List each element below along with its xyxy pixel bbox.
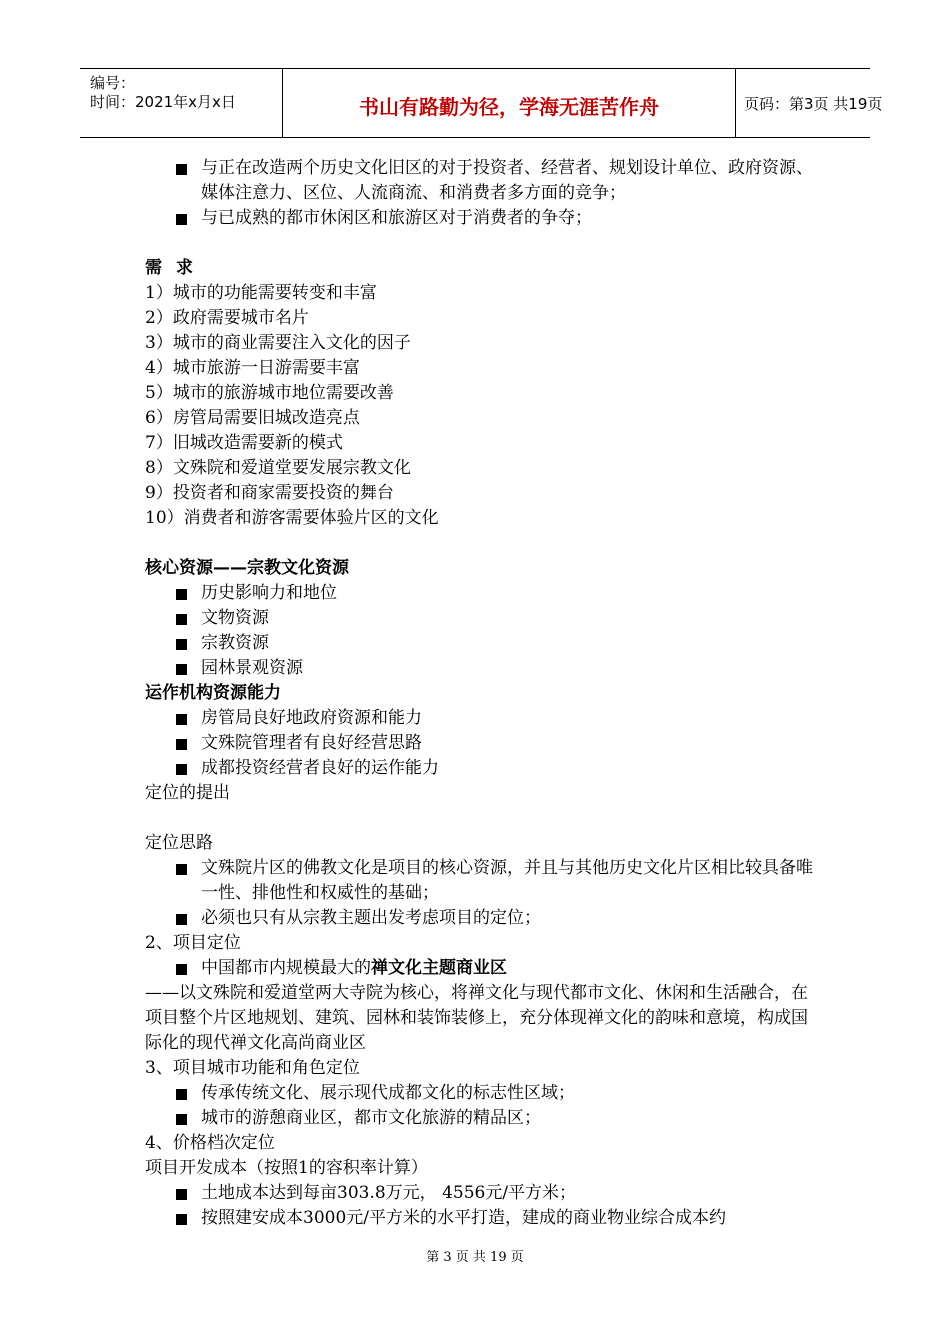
list-item: 历史影响力和地位 [145, 581, 815, 606]
square-bullet-icon [176, 914, 187, 925]
list-item: 与已成熟的都市休闲区和旅游区对于消费者的争夺； [145, 206, 815, 231]
document-body [145, 156, 815, 1231]
page-footer: 第 3 页 共 19 页 [426, 1250, 524, 1265]
org-capability-title: 运作机构资源能力 [145, 683, 281, 703]
list-item: 与正在改造两个历史文化旧区的对于投资者、经营者、规划设计单位、政府资源、媒体注意力、区位、人流商流、和消费者多方面的竞争； [145, 156, 815, 206]
square-bullet-icon [176, 614, 187, 625]
project-positioning-highlight: 禅文化主题商业区 [371, 958, 507, 978]
demand-item: 7）旧城改造需要新的模式 [145, 433, 343, 453]
list-item: 文物资源 [145, 606, 815, 631]
positioning-thinking-title: 定位思路 [145, 833, 213, 853]
demand-item: 4）城市旅游一日游需要丰富 [145, 358, 360, 378]
list-item: 中国都市内规模最大的禅文化主题商业区 [145, 956, 815, 981]
square-bullet-icon [176, 664, 187, 675]
header-center-cell [283, 69, 736, 137]
list-item: 土地成本达到每亩303.8万元， 4556元/平方米； [145, 1181, 815, 1206]
square-bullet-icon [176, 589, 187, 600]
list-item: 文殊院管理者有良好经营思路 [145, 731, 815, 756]
list-item: 成都投资经营者良好的运作能力 [145, 756, 815, 781]
header-left-cell [80, 69, 283, 137]
project-positioning-title: 2、项目定位 [145, 933, 241, 953]
number-label: 编号： [90, 74, 136, 92]
list-item: 传承传统文化、展示现代成都文化的标志性区域； [145, 1081, 815, 1106]
city-role-title: 3、项目城市功能和角色定位 [145, 1058, 360, 1078]
square-bullet-icon [176, 1214, 187, 1225]
square-bullet-icon [176, 1114, 187, 1125]
demand-title: 需求 [145, 258, 207, 278]
square-bullet-icon [176, 864, 187, 875]
core-resources-title: 核心资源——宗教文化资源 [145, 558, 349, 578]
cost-title: 项目开发成本（按照1的容积率计算） [145, 1158, 428, 1178]
demand-item: 2）政府需要城市名片 [145, 308, 309, 328]
date-label: 时间：2021年x月x日 [90, 93, 236, 111]
project-description: ——以文殊院和爱道堂两大寺院为核心，将禅文化与现代都市文化、休闲和生活融合，在项目整个片区地规划、建筑、园林和装饰装修上，充分体现禅文化的韵味和意境，构成国际化的现代禅文化高尚商业区 [145, 983, 808, 1053]
header-right-cell [736, 69, 883, 137]
square-bullet-icon [176, 714, 187, 725]
list-item: 宗教资源 [145, 631, 815, 656]
demand-item: 9）投资者和商家需要投资的舞台 [145, 483, 394, 503]
list-item: 园林景观资源 [145, 656, 815, 681]
list-item: 必须也只有从宗教主题出发考虑项目的定位； [145, 906, 815, 931]
list-item: 文殊院片区的佛教文化是项目的核心资源，并且与其他历史文化片区相比较具备唯一性、排他性和权威性的基础； [145, 856, 815, 906]
square-bullet-icon [176, 1189, 187, 1200]
demand-item: 8）文殊院和爱道堂要发展宗教文化 [145, 458, 411, 478]
demand-item: 3）城市的商业需要注入文化的因子 [145, 333, 411, 353]
square-bullet-icon [176, 164, 187, 175]
price-title: 4、价格档次定位 [145, 1133, 275, 1153]
demand-item: 1）城市的功能需要转变和丰富 [145, 283, 377, 303]
list-item: 城市的游憩商业区，都市文化旅游的精品区； [145, 1106, 815, 1131]
square-bullet-icon [176, 214, 187, 225]
list-item: 房管局良好地政府资源和能力 [145, 706, 815, 731]
demand-item: 5）城市的旅游城市地位需要改善 [145, 383, 394, 403]
square-bullet-icon [176, 964, 187, 975]
motto: 书山有路勤为径，学海无涯苦作舟 [359, 95, 659, 119]
square-bullet-icon [176, 639, 187, 650]
square-bullet-icon [176, 1089, 187, 1100]
demand-item: 6）房管局需要旧城改造亮点 [145, 408, 360, 428]
page-header [80, 68, 883, 138]
square-bullet-icon [176, 739, 187, 750]
positioning-heading: 定位的提出 [145, 783, 230, 803]
page-info: 页码：第3页 共19页 [744, 95, 883, 113]
list-item: 按照建安成本3000元/平方米的水平打造，建成的商业物业综合成本约 [145, 1206, 815, 1231]
square-bullet-icon [176, 764, 187, 775]
demand-item: 10）消费者和游客需要体验片区的文化 [145, 508, 439, 528]
